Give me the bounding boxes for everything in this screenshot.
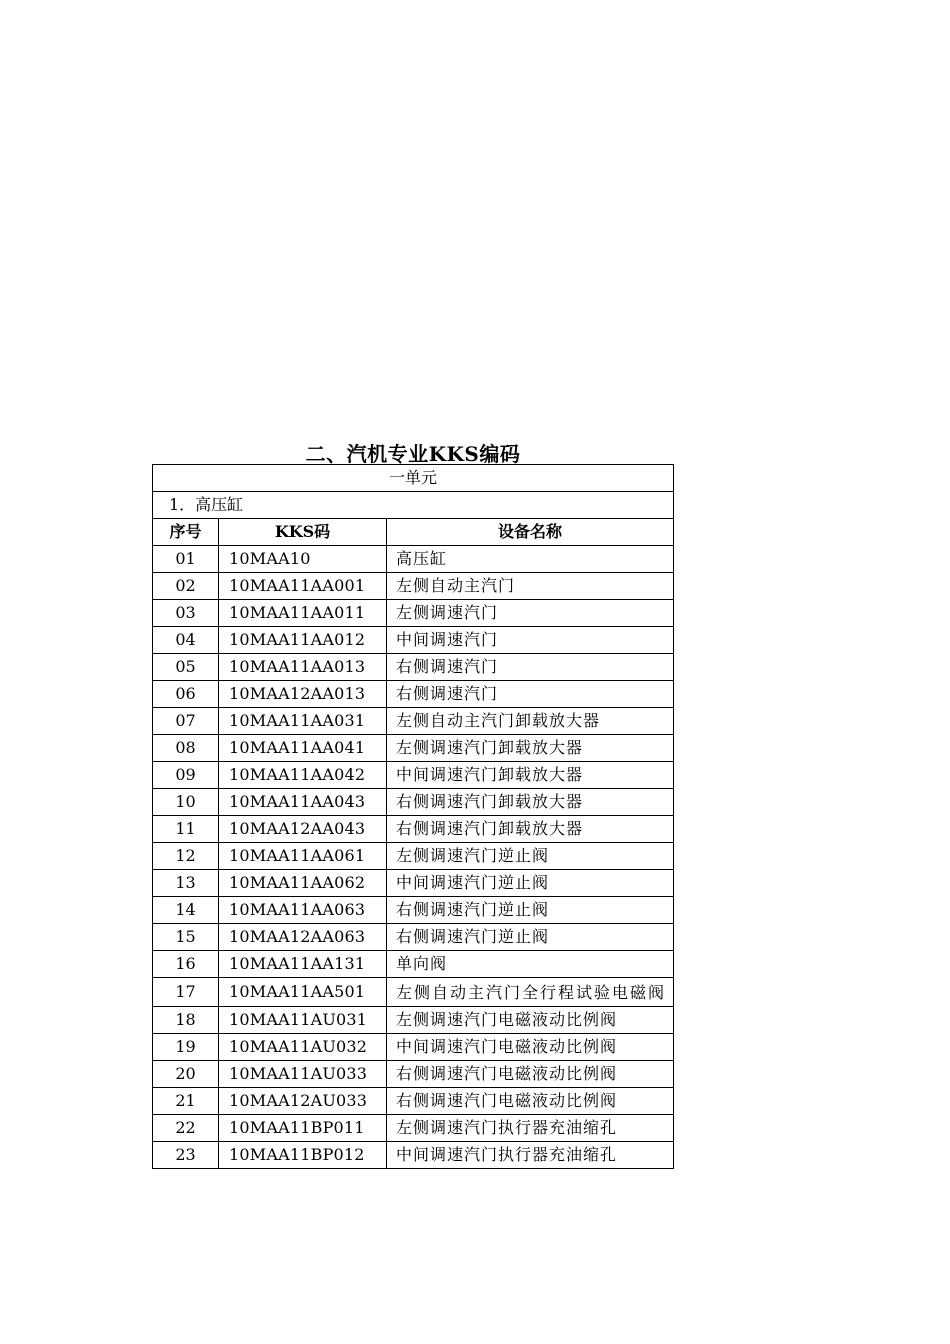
row-kks-code: 10MAA11AA001 <box>219 573 387 600</box>
table-row <box>153 1007 674 1034</box>
row-kks-code: 10MAA11AU033 <box>219 1061 387 1088</box>
row-seq: 01 <box>153 546 219 573</box>
row-kks-code: 10MAA12AU033 <box>219 1088 387 1115</box>
table-row <box>153 546 674 573</box>
row-seq: 20 <box>153 1061 219 1088</box>
table-row <box>153 600 674 627</box>
row-seq: 08 <box>153 735 219 762</box>
row-seq: 18 <box>153 1007 219 1034</box>
row-device-name: 左侧调速汽门逆止阀 <box>387 843 674 870</box>
row-device-name: 右侧调速汽门电磁液动比例阀 <box>387 1088 674 1115</box>
row-device-name: 中间调速汽门逆止阀 <box>387 870 674 897</box>
row-device-name: 中间调速汽门电磁液动比例阀 <box>387 1034 674 1061</box>
table-row <box>153 627 674 654</box>
row-seq: 22 <box>153 1115 219 1142</box>
row-seq: 17 <box>153 978 219 1007</box>
row-device-name: 右侧调速汽门 <box>387 681 674 708</box>
row-device-name: 右侧调速汽门 <box>387 654 674 681</box>
table-row <box>153 681 674 708</box>
row-seq: 11 <box>153 816 219 843</box>
row-device-name: 左侧自动主汽门 <box>387 573 674 600</box>
row-kks-code: 10MAA11AU032 <box>219 1034 387 1061</box>
row-seq: 19 <box>153 1034 219 1061</box>
table-row <box>153 1061 674 1088</box>
row-seq: 14 <box>153 897 219 924</box>
row-kks-code: 10MAA11AA501 <box>219 978 387 1007</box>
row-device-name: 右侧调速汽门卸载放大器 <box>387 816 674 843</box>
row-device-name: 中间调速汽门卸载放大器 <box>387 762 674 789</box>
table-row <box>153 789 674 816</box>
row-device-name: 左侧调速汽门电磁液动比例阀 <box>387 1007 674 1034</box>
row-seq: 07 <box>153 708 219 735</box>
row-device-name: 左侧调速汽门执行器充油缩孔 <box>387 1115 674 1142</box>
row-seq: 04 <box>153 627 219 654</box>
table-row <box>153 1034 674 1061</box>
row-device-name: 中间调速汽门执行器充油缩孔 <box>387 1142 674 1169</box>
row-device-name: 右侧调速汽门电磁液动比例阀 <box>387 1061 674 1088</box>
document-title: 二、汽机专业KKS编码 <box>305 442 521 466</box>
unit-label: 一单元 <box>153 465 674 492</box>
row-kks-code: 10MAA12AA043 <box>219 816 387 843</box>
row-device-name: 左侧调速汽门 <box>387 600 674 627</box>
row-kks-code: 10MAA11BP012 <box>219 1142 387 1169</box>
header-name: 设备名称 <box>387 519 674 546</box>
row-device-name: 右侧调速汽门逆止阀 <box>387 924 674 951</box>
table-row <box>153 1115 674 1142</box>
table-row <box>153 654 674 681</box>
row-kks-code: 10MAA11AA012 <box>219 627 387 654</box>
row-seq: 23 <box>153 1142 219 1169</box>
section-label: 1．高压缸 <box>153 492 674 519</box>
unit-row <box>153 465 674 492</box>
row-seq: 09 <box>153 762 219 789</box>
row-device-name: 左侧自动主汽门卸载放大器 <box>387 708 674 735</box>
row-seq: 16 <box>153 951 219 978</box>
row-device-name: 单向阀 <box>387 951 674 978</box>
row-seq: 05 <box>153 654 219 681</box>
table-row <box>153 843 674 870</box>
row-seq: 21 <box>153 1088 219 1115</box>
row-device-name: 左侧自动主汽门全行程试验电磁阀 <box>387 978 674 1007</box>
table-row <box>153 951 674 978</box>
table-row <box>153 573 674 600</box>
header-row <box>153 519 674 546</box>
kks-code-table <box>152 464 674 1169</box>
row-device-name: 右侧调速汽门卸载放大器 <box>387 789 674 816</box>
section-row <box>153 492 674 519</box>
row-kks-code: 10MAA12AA063 <box>219 924 387 951</box>
table-row <box>153 1088 674 1115</box>
row-seq: 10 <box>153 789 219 816</box>
row-seq: 13 <box>153 870 219 897</box>
table-row <box>153 924 674 951</box>
table-row <box>153 735 674 762</box>
table-row <box>153 1142 674 1169</box>
row-kks-code: 10MAA12AA013 <box>219 681 387 708</box>
row-device-name: 左侧调速汽门卸载放大器 <box>387 735 674 762</box>
table-row <box>153 708 674 735</box>
row-device-name: 高压缸 <box>387 546 674 573</box>
row-seq: 02 <box>153 573 219 600</box>
row-kks-code: 10MAA11AU031 <box>219 1007 387 1034</box>
table-row <box>153 897 674 924</box>
row-seq: 03 <box>153 600 219 627</box>
row-kks-code: 10MAA11AA013 <box>219 654 387 681</box>
table-row <box>153 870 674 897</box>
row-kks-code: 10MAA11BP011 <box>219 1115 387 1142</box>
row-kks-code: 10MAA11AA062 <box>219 870 387 897</box>
row-kks-code: 10MAA11AA042 <box>219 762 387 789</box>
row-kks-code: 10MAA11AA063 <box>219 897 387 924</box>
table-row <box>153 978 674 1007</box>
row-kks-code: 10MAA11AA011 <box>219 600 387 627</box>
row-device-name: 中间调速汽门 <box>387 627 674 654</box>
row-seq: 12 <box>153 843 219 870</box>
table-row <box>153 762 674 789</box>
row-kks-code: 10MAA11AA061 <box>219 843 387 870</box>
row-device-name: 右侧调速汽门逆止阀 <box>387 897 674 924</box>
table-body <box>153 546 674 1169</box>
header-code: KKS码 <box>219 519 387 546</box>
row-seq: 15 <box>153 924 219 951</box>
row-kks-code: 10MAA11AA041 <box>219 735 387 762</box>
row-kks-code: 10MAA11AA131 <box>219 951 387 978</box>
row-kks-code: 10MAA10 <box>219 546 387 573</box>
row-kks-code: 10MAA11AA031 <box>219 708 387 735</box>
row-seq: 06 <box>153 681 219 708</box>
header-seq: 序号 <box>153 519 219 546</box>
table-row <box>153 816 674 843</box>
row-kks-code: 10MAA11AA043 <box>219 789 387 816</box>
